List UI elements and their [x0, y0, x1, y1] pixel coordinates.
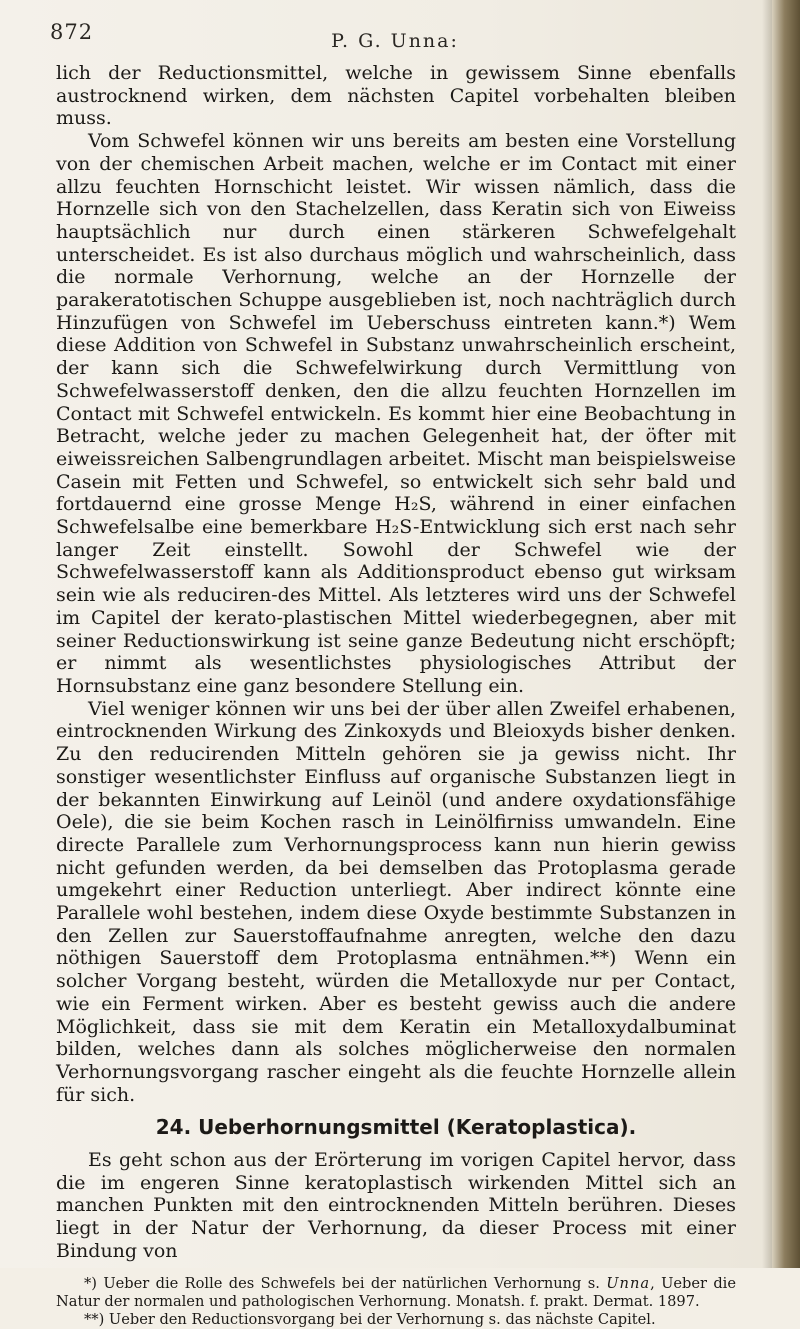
body-text [56, 62, 736, 1329]
footnote-1-author: Unna [606, 1274, 651, 1292]
page-header [50, 18, 740, 58]
footnote-2: **) Ueber den Reductionsvorgang bei der Verhornung s. das nächste Capitel. [84, 1310, 656, 1328]
paragraph-1: lich der Reductionsmittel, welche in gewissem Sinne ebenfalls austrocknend wirken, dem nächsten Capitel vorbehalten bleiben muss. [56, 62, 736, 130]
page-gutter-shadow [762, 0, 772, 1268]
book-spine-edge [772, 0, 800, 1268]
paragraph-2: Vom Schwefel können wir uns bereits am besten eine Vorstellung von der chemischen Arbeit machen, welche er im Contact mit einer allzu feuchten Hornschicht leistet. Wir wissen nämlich, dass die Hornzelle sich von den Stachelzellen, dass Keratin sich von Eiweiss hauptsächlich nur durch einen stärkeren Schwefelgehalt unterscheidet. Es ist also durchaus möglich und wahrscheinlich, dass die normale Verhornung, welche an der Hornzelle der parakeratotischen Schuppe ausgeblieben ist, noch nachträglich durch Hinzufügen von Schwefel im Ueberschuss eintreten kann.*) Wem diese Addition von Schwefel in Substanz unwahrscheinlich erscheint, der kann sich die Schwefelwirkung durch Vermittlung von Schwefelwasserstoff denken, den die allzu feuchten Hornzellen im Contact mit Schwefel entwickeln. Es kommt hier eine Beobachtung in Betracht, welche jeder zu machen Gelegenheit hat, der öfter mit eiweissreichen Salbengrundlagen arbeitet. Mischt man beispielsweise Casein mit Fetten und Schwefel, so entwickelt sich sehr bald und fortdauernd eine grosse Menge H₂S, während in einer einfachen Schwefelsalbe eine bemerkbare H₂S-Entwicklung sich erst nach sehr langer Zeit einstellt. Sowohl der Schwefel wie der Schwefelwasserstoff kann als Additionsproduct ebenso gut wirksam sein wie als reduciren-des Mittel. Als letzteres wird uns der Schwefel im Capitel der kerato-plastischen Mittel wiederbegegnen, aber mit seiner Reductionswirkung ist seine ganze Bedeutung nicht erschöpft; er nimmt als wesentlichstes physiologisches Attribut der Hornsubstanz eine ganz besondere Stellung ein. [56, 130, 736, 697]
paragraph-4: Es geht schon aus der Erörterung im vorigen Capitel hervor, dass die im engeren Sinne keratoplastisch wirkenden Mittel sich an manchen Punkten mit den eintrocknenden Mitteln berühren. Dieses liegt in der Natur der Verhornung, da dieser Process mit einer Bindung von [56, 1149, 736, 1262]
section-heading: 24. Ueberhornungsmittel (Keratoplastica). [155, 1115, 637, 1140]
footnote-1 [56, 1275, 736, 1311]
footnote-1-text: *) Ueber die Rolle des Schwefels bei der natürlichen Verhornung s. [84, 1274, 607, 1292]
running-head: P. G. Unna: [331, 30, 459, 52]
page-number: 872 [50, 20, 94, 44]
footnote-1-citation: , Ueber die Natur der normalen und pathologischen Verhornung. Monatsh. f. prakt. Dermat. 1897. [56, 1274, 736, 1310]
footnotes [56, 1275, 736, 1329]
paragraph-3: Viel weniger können wir uns bei der über allen Zweifel erhabenen, eintrocknenden Wirkung des Zinkoxyds und Bleioxyds bisher denken. Zu den reducirenden Mitteln gehören sie ja gewiss nicht. Ihr sonstiger wesentlichster Einfluss auf organische Substanzen liegt in der bekannten Einwirkung auf Leinöl (und andere oxydationsfähige Oele), die sie beim Kochen rasch in Leinölfirniss umwandeln. Eine directe Parallele zum Verhornungsprocess kann nun hierin gewiss nicht gefunden werden, da bei demselben das Protoplasma gerade umgekehrt einer Reduction unterliegt. Aber indirect könnte eine Parallele wohl bestehen, indem diese Oxyde bestimmte Substanzen in den Zellen zur Sauerstoffaufnahme anregten, welche den dazu nöthigen Sauerstoff dem Protoplasma entnähmen.**) Wenn ein solcher Vorgang besteht, würden die Metalloxyde nur per Contact, wie ein Ferment wirken. Aber es besteht gewiss auch die andere Möglichkeit, dass sie mit dem Keratin ein Metalloxydalbuminat bilden, welches dann als solches möglicherweise den normalen Verhornungsvorgang rascher eingeht als die feuchte Hornzelle allein für sich. [56, 697, 736, 1106]
